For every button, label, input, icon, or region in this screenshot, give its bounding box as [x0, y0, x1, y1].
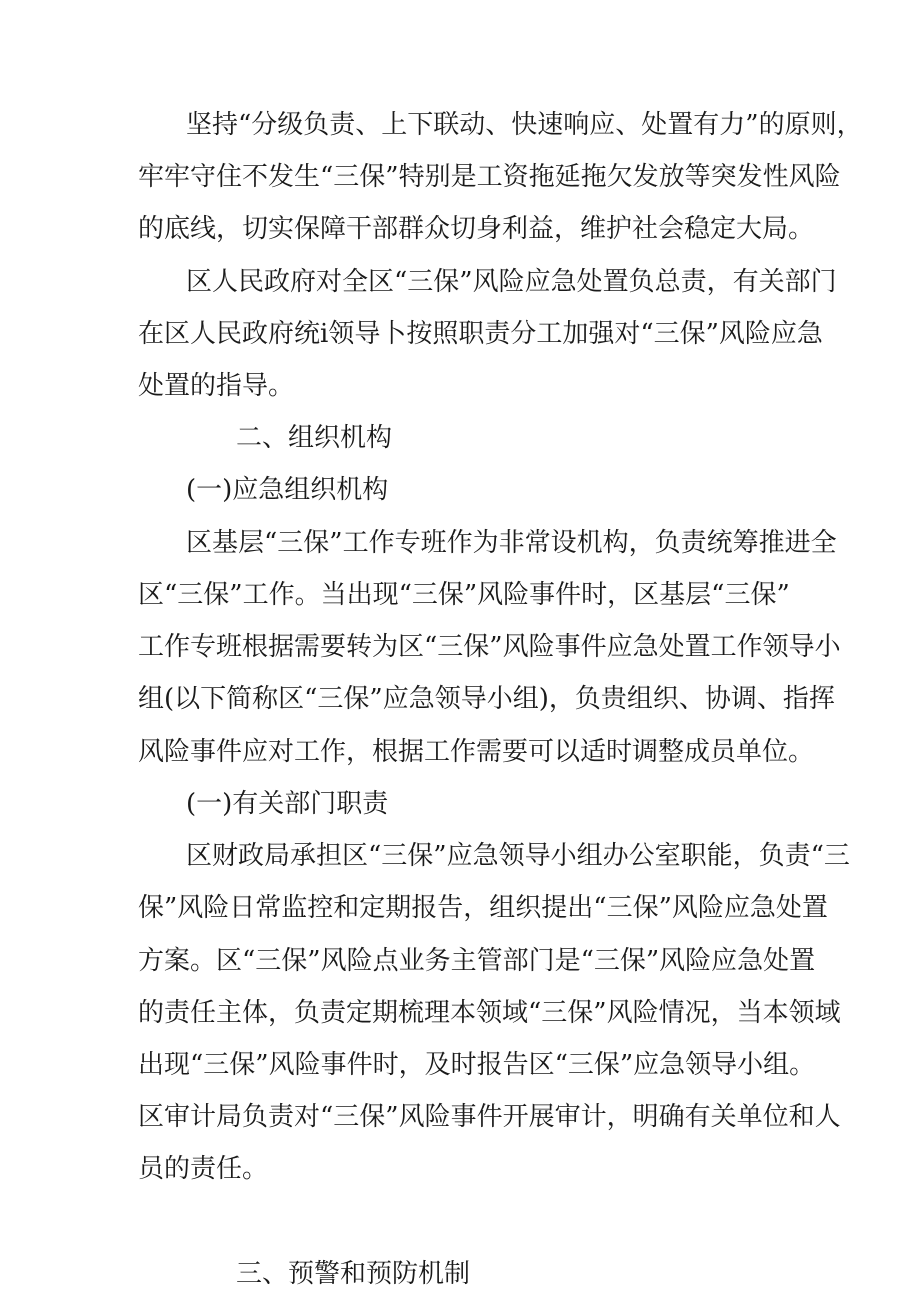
paragraph-line: 在区人民政府统i领导卜按照职责分工加强对“三保”风险应急: [138, 319, 823, 349]
paragraph-line: 风险事件应对工作，根据工作需要可以适时调整成员单位。: [138, 737, 815, 767]
paragraph-line: 区人民政府对全区“三保”风险应急处置负总责，有关部门: [186, 267, 837, 297]
section-heading: 二、组织机构: [236, 423, 393, 453]
paragraph-line: 区审计局负责对“三保”风险事件开展审计，明确有关单位和人: [138, 1102, 841, 1132]
paragraph-line: 处置的指导。: [138, 371, 295, 401]
section-heading: 三、预警和预防机制: [236, 1259, 471, 1289]
paragraph-line: 的底线，切实保障干部群众切身利益，维护社会稳定大局。: [138, 214, 815, 244]
paragraph-line: 出现“三保”风险事件时，及时报告区“三保”应急领导小组。: [138, 1050, 816, 1080]
paragraph-line: 区基层“三保”工作专班作为非常设机构，负责统筹推进全: [186, 528, 837, 558]
paragraph-line: 的责任主体，负责定期梳理本领域“三保”风险情况，当本领域: [138, 998, 841, 1028]
paragraph-line: 工作专班根据需要转为区“三保”风险事件应急处置工作领导小: [138, 632, 841, 662]
subsection-heading: (一)应急组织机构: [186, 475, 389, 505]
paragraph-line: 保”风险日常监控和定期报告，组织提出“三保”风险应急处置: [138, 893, 828, 923]
paragraph-line: 牢牢守住不发生“三保”特别是工资拖延拖欠发放等突发性风险: [138, 162, 841, 192]
paragraph-line: 员的责任。: [138, 1154, 269, 1184]
paragraph-line: 坚持“分级负责、上下联动、快速响应、处置有力”的原则，: [186, 110, 863, 140]
paragraph-line: 方案。区“三保”风险点业务主管部门是“三保”风险应急处置: [138, 946, 816, 976]
subsection-heading: (一)有关部门职责: [186, 789, 389, 819]
paragraph-line: 组(以下简称区“三保”应急领导小组)，负贵组织、协调、指挥: [138, 684, 835, 714]
paragraph-line: 区财政局承担区“三保”应急领导小组办公室职能，负责“三: [186, 841, 850, 871]
paragraph-line: 区“三保”工作。当出现“三保”风险事件时，区基层“三保”: [138, 580, 790, 610]
